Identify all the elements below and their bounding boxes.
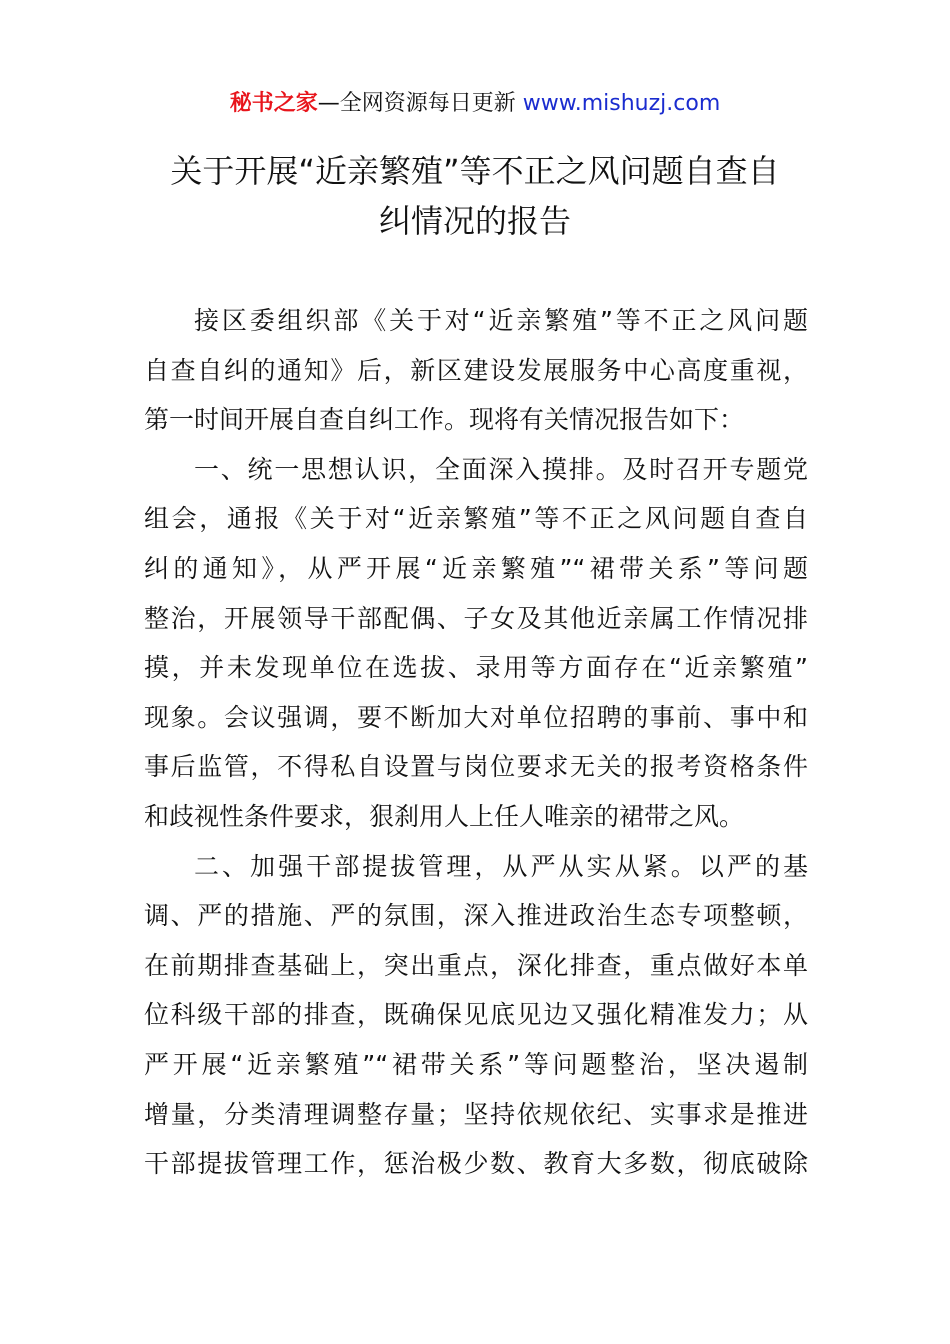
title-line: 关于开展“近亲繁殖”等不正之风问题自查自 bbox=[170, 152, 780, 190]
paragraph-line: 组会，通报《关于对“近亲繁殖”等不正之风问题自查自 bbox=[144, 504, 808, 534]
paragraph-line: 在前期排查基础上，突出重点，深化排查，重点做好本单 bbox=[144, 950, 808, 980]
paragraph-line: 接区委组织部《关于对“近亲繁殖”等不正之风问题 bbox=[194, 306, 808, 335]
header-tagline: —全网资源每日更新 bbox=[317, 91, 516, 116]
paragraph-line: 和歧视性条件要求，狠刹用人上任人唯亲的裙带之风。 bbox=[144, 801, 745, 831]
paragraph-line: 纠的通知》，从严开展“近亲繁殖”“裙带关系”等问题 bbox=[144, 553, 808, 583]
paragraph-line: 位科级干部的排查，既确保见底见边又强化精准发力；从 bbox=[144, 1000, 808, 1030]
paragraph-line: 事后监管，不得私自设置与岗位要求无关的报考资格条件 bbox=[144, 752, 808, 782]
paragraph-line: 增量，分类清理调整存量；坚持依规依纪、实事求是推进 bbox=[144, 1099, 808, 1129]
paragraph-line: 第一时间开展自查自纠工作。现将有关情况报告如下： bbox=[144, 405, 745, 435]
site-header bbox=[0, 88, 950, 120]
paragraph-line: 自查自纠的通知》后，新区建设发展服务中心高度重视， bbox=[144, 355, 808, 385]
paragraph-line: 现象。会议强调，要不断加大对单位招聘的事前、事中和 bbox=[144, 702, 808, 732]
paragraph-line: 严开展“近亲繁殖”“裙带关系”等问题整治，坚决遏制 bbox=[144, 1049, 808, 1079]
paragraph-line: 整治，开展领导干部配偶、子女及其他近亲属工作情况排 bbox=[144, 603, 808, 633]
paragraph-line: 摸，并未发现单位在选拔、录用等方面存在“近亲繁殖” bbox=[144, 653, 808, 683]
paragraph-line: 干部提拔管理工作，惩治极少数、教育大多数，彻底破除 bbox=[144, 1149, 808, 1179]
document-title bbox=[140, 146, 810, 246]
title-line: 纠情况的报告 bbox=[378, 202, 571, 240]
paragraph-line: 一、统一思想认识，全面深入摸排。及时召开专题党 bbox=[194, 454, 808, 484]
paragraph-line: 调、严的措施、严的氛围，深入推进政治生态专项整顿， bbox=[144, 901, 808, 931]
document-body bbox=[144, 296, 808, 1189]
paragraph-line: 二、加强干部提拔管理，从严从实从紧。以严的基 bbox=[194, 851, 808, 881]
brand-name: 秘书之家 bbox=[229, 91, 318, 116]
site-url-link[interactable]: www.mishuzj.com bbox=[522, 91, 721, 116]
